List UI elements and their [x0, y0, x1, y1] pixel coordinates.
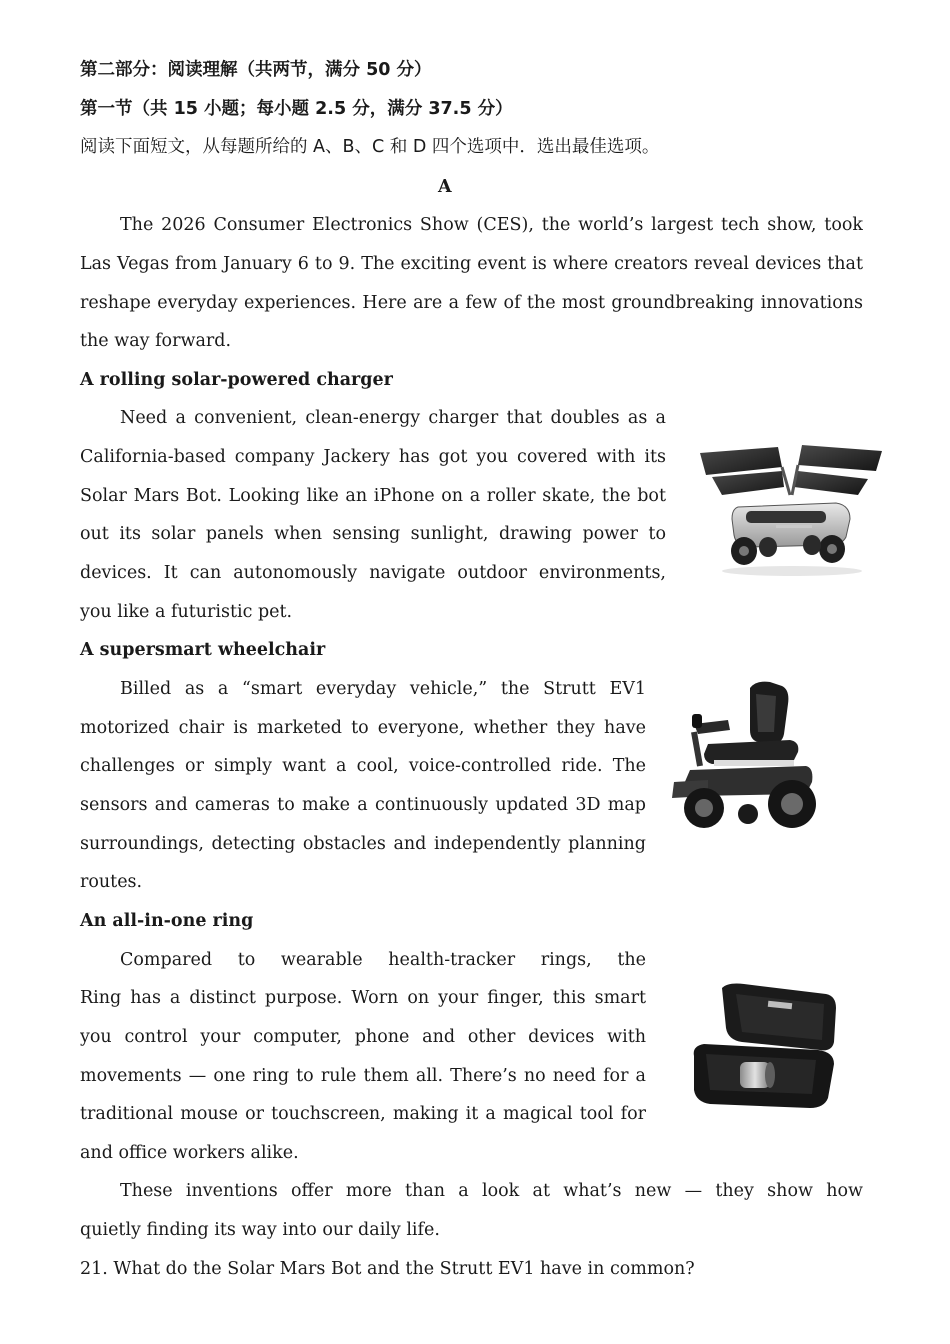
wheelchair-line: surroundings, detecting obstacles and independently planning [80, 834, 646, 854]
intro-line: reshape everyday experiences. Here are a few of the most groundbreaking innovations [80, 293, 863, 313]
question-21: 21. What do the Solar Mars Bot and the Strutt EV1 have in common? [80, 1259, 695, 1279]
ring-line: Compared to wearable health-tracker rings, the [120, 950, 646, 970]
section-heading-charger: A rolling solar-powered charger [80, 370, 393, 390]
wheelchair-line: Billed as a “smart everyday vehicle,” the Strutt EV1 [120, 679, 646, 699]
wheelchair-image [664, 674, 826, 838]
part-title: 第二部分：阅读理解（共两节，满分 50 分） [80, 60, 432, 80]
section-heading-ring: An all-in-one ring [80, 911, 254, 931]
wheelchair-line: challenges or simply want a cool, voice-controlled ride. The [80, 756, 646, 776]
intro-line: Las Vegas from January 6 to 9. The exciting event is where creators reveal devices that [80, 254, 863, 274]
wheelchair-line: motorized chair is marketed to everyone, whether they have [80, 718, 646, 738]
ring-line: and office workers alike. [80, 1143, 299, 1163]
solar-mars-bot-image [686, 425, 896, 585]
instructions: 阅读下面短文，从每题所给的 A、B、C 和 D 四个选项中．选出最佳选项。 [80, 137, 660, 157]
charger-line: Need a convenient, clean-energy charger that doubles as a [120, 408, 666, 428]
ring-line: Ring has a distinct purpose. Worn on your finger, this smart [80, 988, 646, 1008]
intro-line: the way forward. [80, 331, 232, 351]
ring-line: you control your computer, phone and other devices with [80, 1027, 646, 1047]
section-heading-wheelchair: A supersmart wheelchair [80, 640, 326, 660]
ring-line: traditional mouse or touchscreen, making it a magical tool for [80, 1104, 646, 1124]
ring-box-image [688, 980, 840, 1112]
charger-line: you like a futuristic pet. [80, 602, 293, 622]
charger-line: California-based company Jackery has got you covered with its [80, 447, 666, 467]
charger-line: devices. It can autonomously navigate outdoor environments, [80, 563, 666, 583]
section-title: 第一节（共 15 小题；每小题 2.5 分，满分 37.5 分） [80, 99, 513, 119]
wheelchair-line: sensors and cameras to make a continuously updated 3D map [80, 795, 646, 815]
intro-line: The 2026 Consumer Electronics Show (CES), the world’s largest tech show, took [120, 215, 863, 235]
conclusion-line: quietly finding its way into our daily life. [80, 1220, 440, 1240]
passage-label: A [438, 177, 452, 197]
wheelchair-line: routes. [80, 872, 143, 892]
charger-line: out its solar panels when sensing sunlight, drawing power to [80, 524, 666, 544]
conclusion-line: These inventions offer more than a look at what’s new — they show how [120, 1181, 863, 1201]
charger-line: Solar Mars Bot. Looking like an iPhone on a roller skate, the bot [80, 486, 666, 506]
ring-line: movements — one ring to rule them all. There’s no need for a [80, 1066, 646, 1086]
